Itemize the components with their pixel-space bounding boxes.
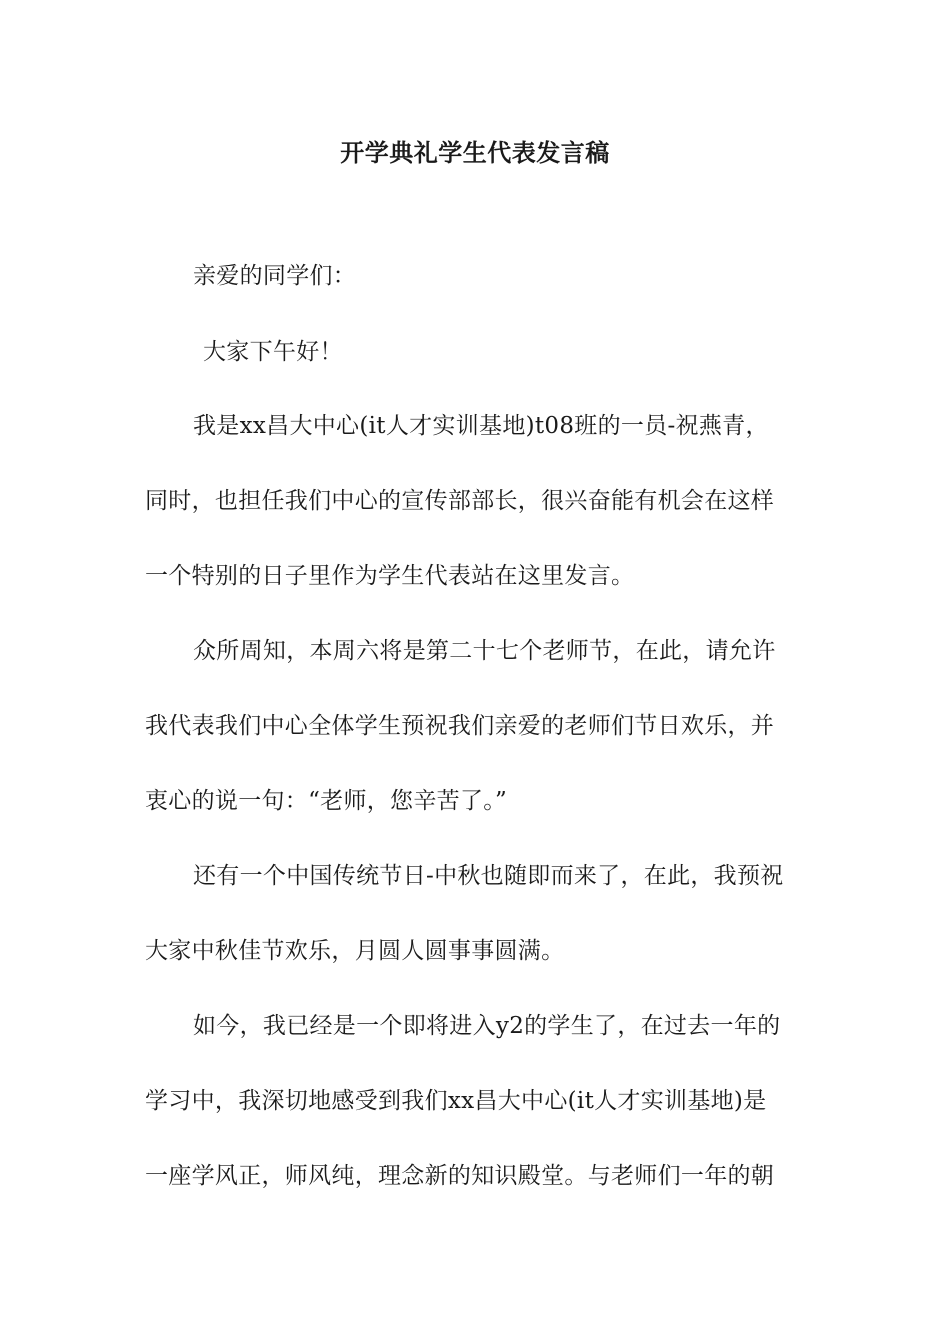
paragraph-line: 衷心的说一句：“老师，您辛苦了。” — [145, 788, 508, 814]
paragraph-line: 学习中，我深切地感受到我们xx昌大中心(it人才实训基地)是 — [145, 1088, 767, 1114]
paragraph-line: 一座学风正，师风纯，理念新的知识殿堂。与老师们一年的朝 — [145, 1163, 775, 1189]
paragraph-line: 我代表我们中心全体学生预祝我们亲爱的老师们节日欢乐，并 — [145, 713, 775, 739]
paragraph-line: 如今，我已经是一个即将进入y2的学生了，在过去一年的 — [193, 1013, 781, 1039]
paragraph-line: 一个特别的日子里作为学生代表站在这里发言。 — [145, 563, 635, 589]
paragraph-line: 还有一个中国传统节日-中秋也随即而来了，在此，我预祝 — [193, 863, 784, 889]
document-title: 开学典礼学生代表发言稿 — [340, 138, 610, 167]
paragraph-line: 我是xx昌大中心(it人才实训基地)t08班的一员-祝燕青， — [193, 413, 769, 439]
paragraph-line: 大家中秋佳节欢乐，月圆人圆事事圆满。 — [145, 938, 565, 964]
paragraph-line: 同时，也担任我们中心的宣传部部长，很兴奋能有机会在这样 — [145, 488, 775, 514]
greeting: 大家下午好！ — [203, 339, 343, 365]
paragraph-line: 众所周知，本周六将是第二十七个老师节，在此，请允许 — [193, 638, 776, 664]
salutation: 亲爱的同学们： — [193, 263, 357, 289]
